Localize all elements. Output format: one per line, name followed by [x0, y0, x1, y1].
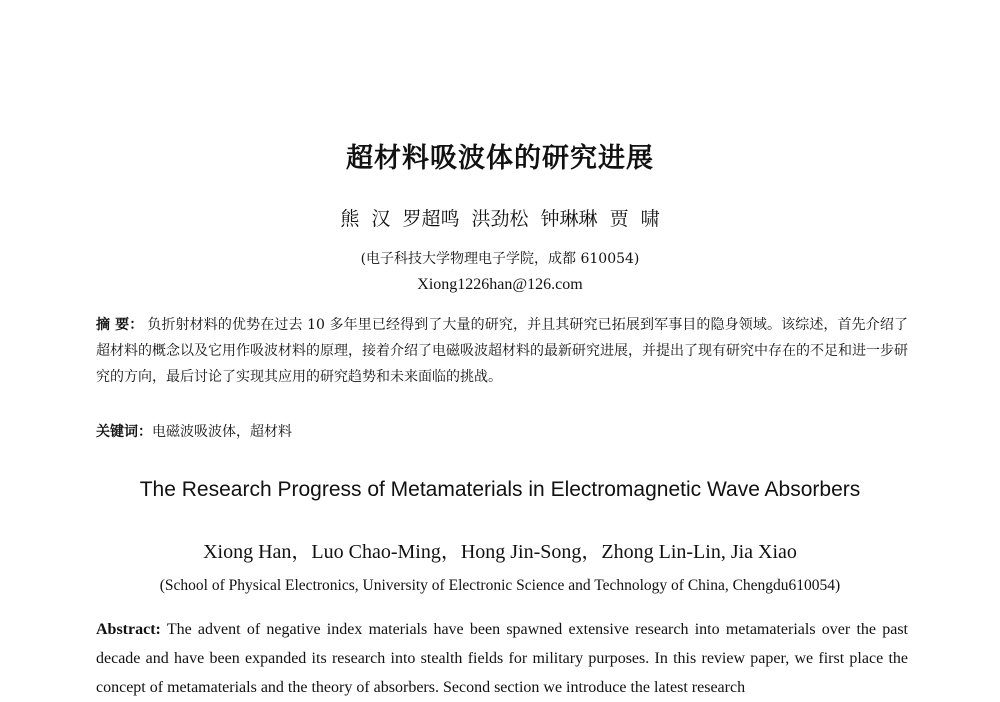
english-title: The Research Progress of Metamaterials in Electromagnetic Wave Absorbers — [139, 478, 861, 501]
chinese-affiliation: (电子科技大学物理电子学院，成都 610054) — [360, 251, 640, 267]
english-abstract-label: Abstract: — [96, 621, 161, 638]
chinese-keywords — [96, 420, 908, 444]
chinese-authors: 熊 汉 罗超鸣 洪劲松 钟琳琳 贾 啸 — [340, 208, 660, 230]
english-abstract — [96, 615, 908, 702]
chinese-abstract-text: 负折射材料的优势在过去 10 多年里已经得到了大量的研究，并且其研究已拓展到军事目的隐身领域。该综述，首先介绍了超材料的概念以及它用作吸波材料的原理，接着介绍了电磁吸波超材料的最新研究进展，并提出了现有研究中存在的不足和进一步研究的方向，最后讨论了实现其应用的研究趋势和未来面临的挑战。 — [96, 317, 908, 385]
chinese-abstract-label: 摘 要： — [96, 317, 144, 333]
chinese-abstract — [96, 312, 908, 390]
chinese-keywords-text: 电磁波吸波体，超材料 — [152, 424, 292, 440]
author-email: Xiong1226han@126.com — [417, 276, 583, 293]
chinese-title: 超材料吸波体的研究进展 — [346, 143, 654, 174]
chinese-keywords-label: 关键词： — [96, 424, 152, 440]
english-authors: Xiong Han，Luo Chao-Ming，Hong Jin-Song，Zhong Lin-Lin, Jia Xiao — [203, 541, 797, 563]
english-affiliation: (School of Physical Electronics, University of Electronic Science and Technology of China, Chengdu610054) — [159, 577, 841, 594]
english-abstract-text: The advent of negative index materials have been spawned extensive research into metamaterials over the past decade and have been expanded its research into stealth fields for military purposes. In this review paper, we first place the concept of metamaterials and the theory of absorbers. Second section we introduce the latest research — [96, 621, 908, 696]
